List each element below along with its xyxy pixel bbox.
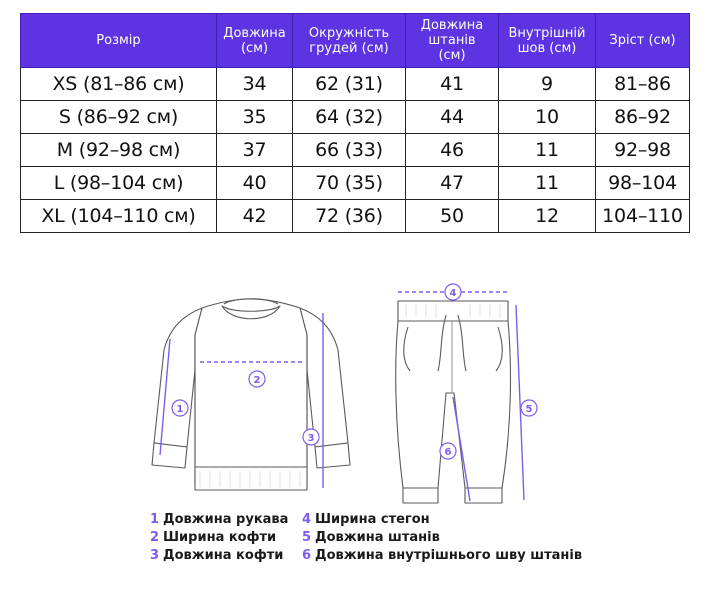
header-size: Розмір <box>21 14 217 68</box>
cell-pants-length: 47 <box>406 167 499 200</box>
table-row <box>21 200 690 233</box>
cell-height: 104–110 <box>596 200 690 233</box>
legend-item: 5 Довжина штанів <box>302 530 440 545</box>
legend-item: 2 Ширина кофти <box>150 530 277 545</box>
cell-pants-length: 46 <box>406 134 499 167</box>
cell-height: 81–86 <box>596 68 690 101</box>
header-length: Довжина (см) <box>217 14 293 68</box>
header-inseam: Внутрішній шов (см) <box>499 14 596 68</box>
cell-chest: 62 (31) <box>293 68 406 101</box>
cell-length: 34 <box>217 68 293 101</box>
cell-size: S (86–92 см) <box>21 101 217 134</box>
cell-height: 98–104 <box>596 167 690 200</box>
cell-pants-length: 41 <box>406 68 499 101</box>
marker-1: 1 <box>176 404 184 415</box>
cell-length: 40 <box>217 167 293 200</box>
cell-size: XL (104–110 см) <box>21 200 217 233</box>
legend-item: 1 Довжина рукава <box>150 512 289 527</box>
cell-chest: 64 (32) <box>293 101 406 134</box>
cell-inseam: 9 <box>499 68 596 101</box>
legend-column-left <box>150 511 288 565</box>
cell-length: 37 <box>217 134 293 167</box>
header-pants-length: Довжина штанів (см) <box>406 14 499 68</box>
cell-chest: 70 (35) <box>293 167 406 200</box>
marker-6: 6 <box>444 447 452 458</box>
table-header-row <box>21 14 690 68</box>
cell-length: 42 <box>217 200 293 233</box>
cell-inseam: 10 <box>499 101 596 134</box>
measurement-diagram <box>140 275 560 515</box>
legend-item: 4 Ширина стегон <box>302 512 430 527</box>
marker-5: 5 <box>525 404 533 415</box>
marker-3: 3 <box>307 433 315 444</box>
table-row <box>21 68 690 101</box>
cell-size: L (98–104 см) <box>21 167 217 200</box>
cell-height: 86–92 <box>596 101 690 134</box>
cell-chest: 72 (36) <box>293 200 406 233</box>
cell-size: XS (81–86 см) <box>21 68 217 101</box>
cell-length: 35 <box>217 101 293 134</box>
marker-4: 4 <box>449 288 457 299</box>
cell-inseam: 12 <box>499 200 596 233</box>
legend-item: 3 Довжина кофти <box>150 548 284 563</box>
cell-inseam: 11 <box>499 134 596 167</box>
cell-pants-length: 50 <box>406 200 499 233</box>
legend-item: 6 Довжина внутрішнього шву штанів <box>302 548 583 563</box>
cell-height: 92–98 <box>596 134 690 167</box>
sweatshirt-icon <box>152 299 350 490</box>
table-row <box>21 167 690 200</box>
table-row <box>21 101 690 134</box>
marker-2: 2 <box>253 375 261 386</box>
pants-icon <box>396 301 511 503</box>
cell-inseam: 11 <box>499 167 596 200</box>
header-chest: Окружність грудей (см) <box>293 14 406 68</box>
size-chart-table <box>20 13 690 233</box>
table-row <box>21 134 690 167</box>
header-height: Зріст (см) <box>596 14 690 68</box>
cell-chest: 66 (33) <box>293 134 406 167</box>
cell-size: M (92–98 см) <box>21 134 217 167</box>
legend-column-right <box>302 511 582 565</box>
cell-pants-length: 44 <box>406 101 499 134</box>
